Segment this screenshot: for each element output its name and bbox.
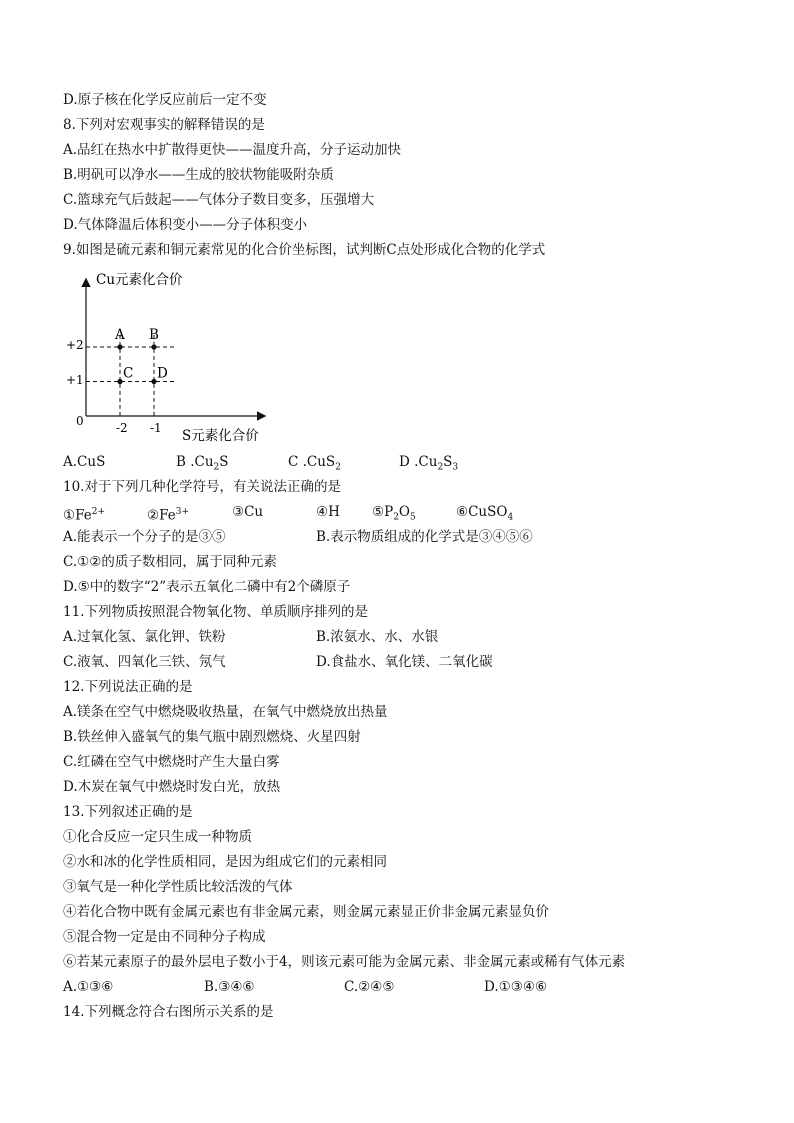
q13-option-c: C.②④⑤: [344, 979, 395, 995]
q13-item-3: ③氧气是一种化学性质比较活泼的气体: [63, 879, 293, 895]
point-D: [151, 379, 156, 384]
q10-s5: ⑤P: [372, 504, 394, 520]
q10-symbol-4: ④H: [316, 504, 340, 520]
point-label-B: B: [149, 327, 159, 343]
q9-b-s: S: [219, 454, 229, 470]
q11-option-b: B.浓氨水、水、水银: [316, 629, 439, 645]
q12-stem: 12.下列说法正确的是: [63, 679, 193, 695]
q13-stem: 13.下列叙述正确的是: [63, 804, 193, 820]
q10-option-c: C.①②的质子数相同，属于同种元素: [63, 554, 277, 570]
q8-option-d: D.气体降温后体积变小——分子体积变小: [63, 217, 308, 233]
q9-d-sub1: 2: [437, 462, 444, 473]
q10-symbol-1: [63, 503, 105, 525]
q9-option-d: [399, 453, 458, 477]
q10-symbol-2: [147, 503, 189, 525]
q9-c-sub: 2: [335, 462, 341, 473]
point-label-A: A: [115, 327, 125, 343]
point-A: [117, 344, 122, 349]
q10-symbol-3: ③Cu: [232, 504, 264, 520]
q10-option-a: A.能表示一个分子的是③⑤: [63, 529, 226, 545]
q9-c-text: C .CuS: [288, 454, 336, 470]
q13-item-2: ②水和冰的化学性质相同，是因为组成它们的元素相同: [63, 854, 387, 870]
q11-option-c: C.液氧、四氧化三铁、氖气: [63, 654, 226, 670]
q13-item-1: ①化合反应一定只生成一种物质: [63, 829, 252, 845]
q9-d-text: D .Cu: [399, 454, 438, 470]
q13-item-6: ⑥若某元素原子的最外层电子数小于4，则该元素可能为金属元素、非金属元素或稀有气体元素: [63, 954, 626, 970]
q13-option-d: D.①③④⑥: [484, 979, 548, 995]
q12-option-a: A.镁条在空气中燃烧吸收热量，在氧气中燃烧放出热量: [63, 704, 388, 720]
point-C: [117, 379, 122, 384]
q9-b-text: B .Cu: [176, 454, 214, 470]
q10-s1: ①Fe: [63, 507, 92, 524]
q9-b-sub: 2: [213, 462, 220, 473]
q10-s1-sup: 2+: [91, 507, 106, 517]
q12-option-c: C.红磷在空气中燃烧时产生大量白雾: [63, 754, 280, 770]
q14-stem: 14.下列概念符合右图所示关系的是: [63, 1004, 274, 1020]
q9-stem: 9.如图是硫元素和铜元素常见的化合价坐标图，试判断C点处形成化合物的化学式: [63, 242, 546, 258]
q9-option-a: A.CuS: [63, 454, 106, 470]
point-B: [151, 344, 156, 349]
q13-item-4: ④若化合物中既有金属元素也有非金属元素，则金属元素显正价非金属元素显负价: [63, 904, 549, 920]
q9-d-s: S: [443, 454, 453, 470]
q8-option-b: B.明矾可以净水——生成的胶状物能吸附杂质: [63, 167, 334, 183]
x-axis-label: S元素化合价: [182, 428, 259, 444]
xtick-label: -1: [150, 421, 162, 435]
q9-option-b: [176, 453, 229, 477]
q10-s6: ⑥CuSO: [456, 504, 508, 520]
q10-s2-sup: 3+: [175, 507, 190, 517]
q10-s6-sub: 4: [507, 512, 514, 523]
origin-label: 0: [76, 414, 84, 428]
q10-symbol-5: [372, 503, 416, 527]
q13-option-b: B.③④⑥: [204, 979, 255, 995]
q10-s5-o: O: [398, 504, 410, 520]
q10-s2: ②Fe: [147, 507, 176, 524]
q9-d-sub2: 3: [452, 462, 459, 473]
point-label-C: C: [123, 365, 134, 382]
q13-item-5: ⑤混合物一定是由不同种分子构成: [63, 929, 266, 945]
q12-option-d: D.木炭在氧气中燃烧时发白光，放热: [63, 779, 281, 795]
q9-option-c: [288, 453, 341, 477]
y-axis-label: Cu元素化合价: [96, 272, 183, 288]
q10-option-d: D.⑤中的数字“2”表示五氧化二磷中有2个磷原子: [63, 579, 351, 595]
q10-s5-sub1: 2: [393, 512, 399, 523]
q11-option-a: A.过氧化氢、氯化钾、铁粉: [63, 629, 226, 645]
q12-option-b: B.铁丝伸入盛氧气的集气瓶中剧烈燃烧、火星四射: [63, 729, 361, 745]
q8-stem: 8.下列对宏观事实的解释错误的是: [63, 117, 265, 133]
q10-stem: 10.对于下列几种化学符号，有关说法正确的是: [63, 479, 341, 495]
point-label-D: D: [157, 365, 168, 382]
ytick-label: +1: [66, 373, 84, 387]
q8-option-a: A.品红在热水中扩散得更快——温度升高，分子运动加快: [63, 142, 402, 158]
q11-option-d: D.食盐水、氧化镁、二氧化碳: [316, 654, 493, 670]
q7-option-d: D.原子核在化学反应前后一定不变: [63, 92, 267, 108]
valence-chart: [60, 268, 300, 448]
q13-option-a: A.①③⑥: [63, 979, 114, 995]
ytick-label: +2: [66, 338, 84, 352]
q10-s5-sub2: 5: [410, 512, 416, 523]
q10-option-b: B.表示物质组成的化学式是③④⑤⑥: [316, 529, 533, 545]
q11-stem: 11.下列物质按照混合物氧化物、单质顺序排列的是: [63, 604, 368, 620]
xtick-label: -2: [116, 421, 128, 435]
q10-symbol-6: [456, 503, 513, 527]
q8-option-c: C.篮球充气后鼓起——气体分子数目变多，压强增大: [63, 192, 375, 208]
